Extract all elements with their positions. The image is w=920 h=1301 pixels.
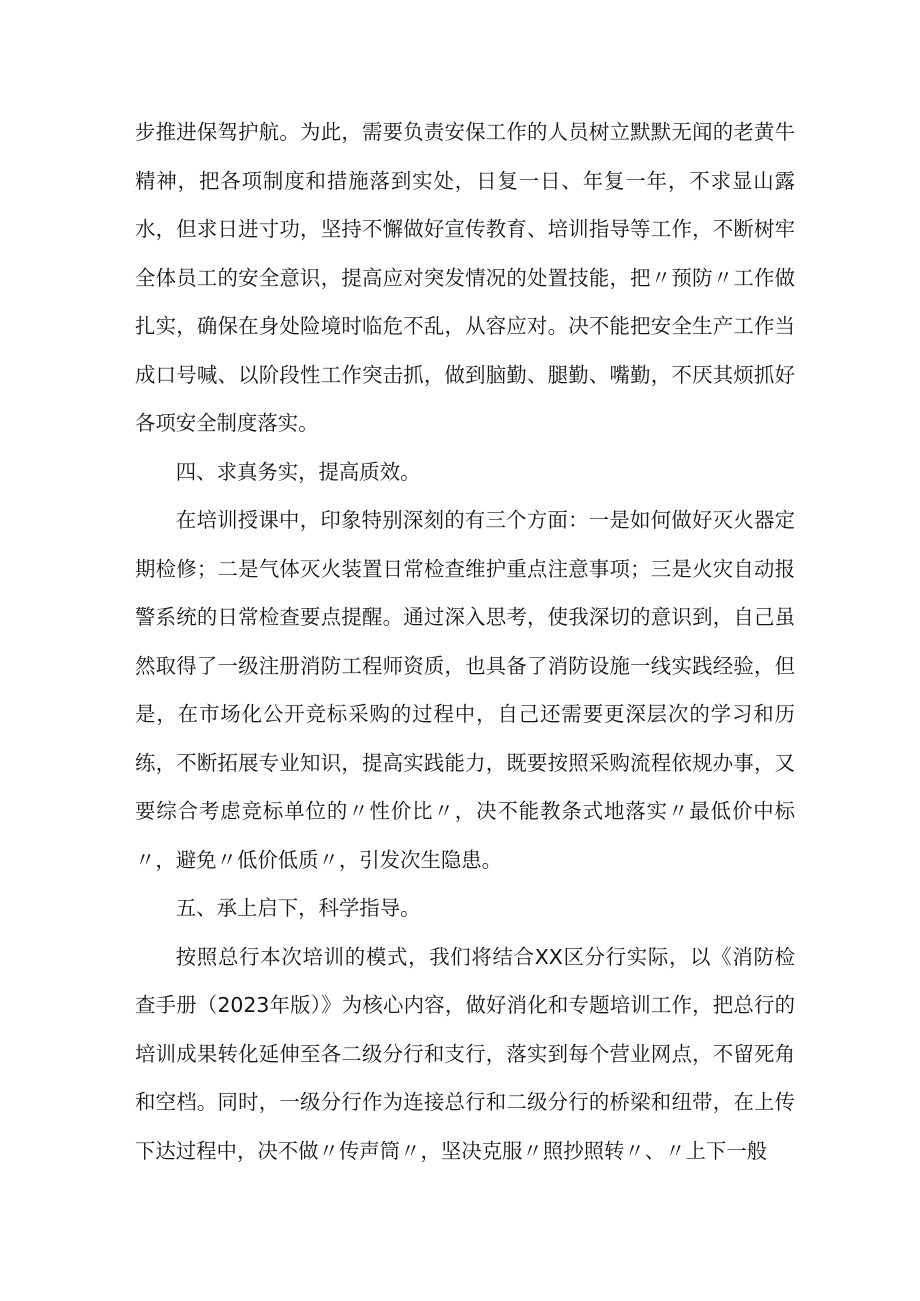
heading-section-five: 五、承上启下，科学指导。 [175,896,421,920]
document-body [135,108,795,1175]
paragraph-training-impressions: 在培训授课中，印象特别深刻的有三个方面：一是如何做好灭火器定期检修；二是气体灭火装置日常检查维护重点注意事项；三是火灾自动报警系统的日常检查要点提醒。通过深入思考，使我深切的意识到，自己虽然取得了一级注册消防工程师资质，也具备了消防设施一线实践经验，但是，在市场化公开竞标采购的过程中，自己还需要更深层次的学习和历练，不断拓展专业知识，提高实践能力，既要按照采购流程依规办事，又要综合考虑竞标单位的〃性价比〃，决不能教条式地落实〃最低价中标〃，避免〃低价低质〃，引发次生隐患。 [135,508,795,872]
paragraph-training-plan: 按照总行本次培训的模式，我们将结合XX区分行实际，以《消防检查手册（2023年版）》为核心内容，做好消化和专题培训工作，把总行的培训成果转化延伸至各二级分行和支行，落实到每个营业网点，不留死角和空档。同时，一级分行作为连接总行和二级分行的桥梁和纽带，在上传下达过程中，决不做〃传声筒〃，坚决克服〃照抄照转〃、〃上下一般 [135,944,795,1163]
paragraph-continued-safety-duty: 步推进保驾护航。为此，需要负责安保工作的人员树立默默无闻的老黄牛精神，把各项制度和措施落到实处，日复一日、年复一年，不求显山露水，但求日进寸功，坚持不懈做好宣传教育、培训指导等工作，不断树牢全体员工的安全意识，提高应对突发情况的处置技能，把〃预防〃工作做扎实，确保在身处险境时临危不乱，从容应对。决不能把安全生产工作当成口号喊、以阶段性工作突击抓，做到脑勤、腿勤、嘴勤，不厌其烦抓好各项安全制度落实。 [135,120,795,435]
heading-section-four: 四、求真务实，提高质效。 [175,459,421,484]
